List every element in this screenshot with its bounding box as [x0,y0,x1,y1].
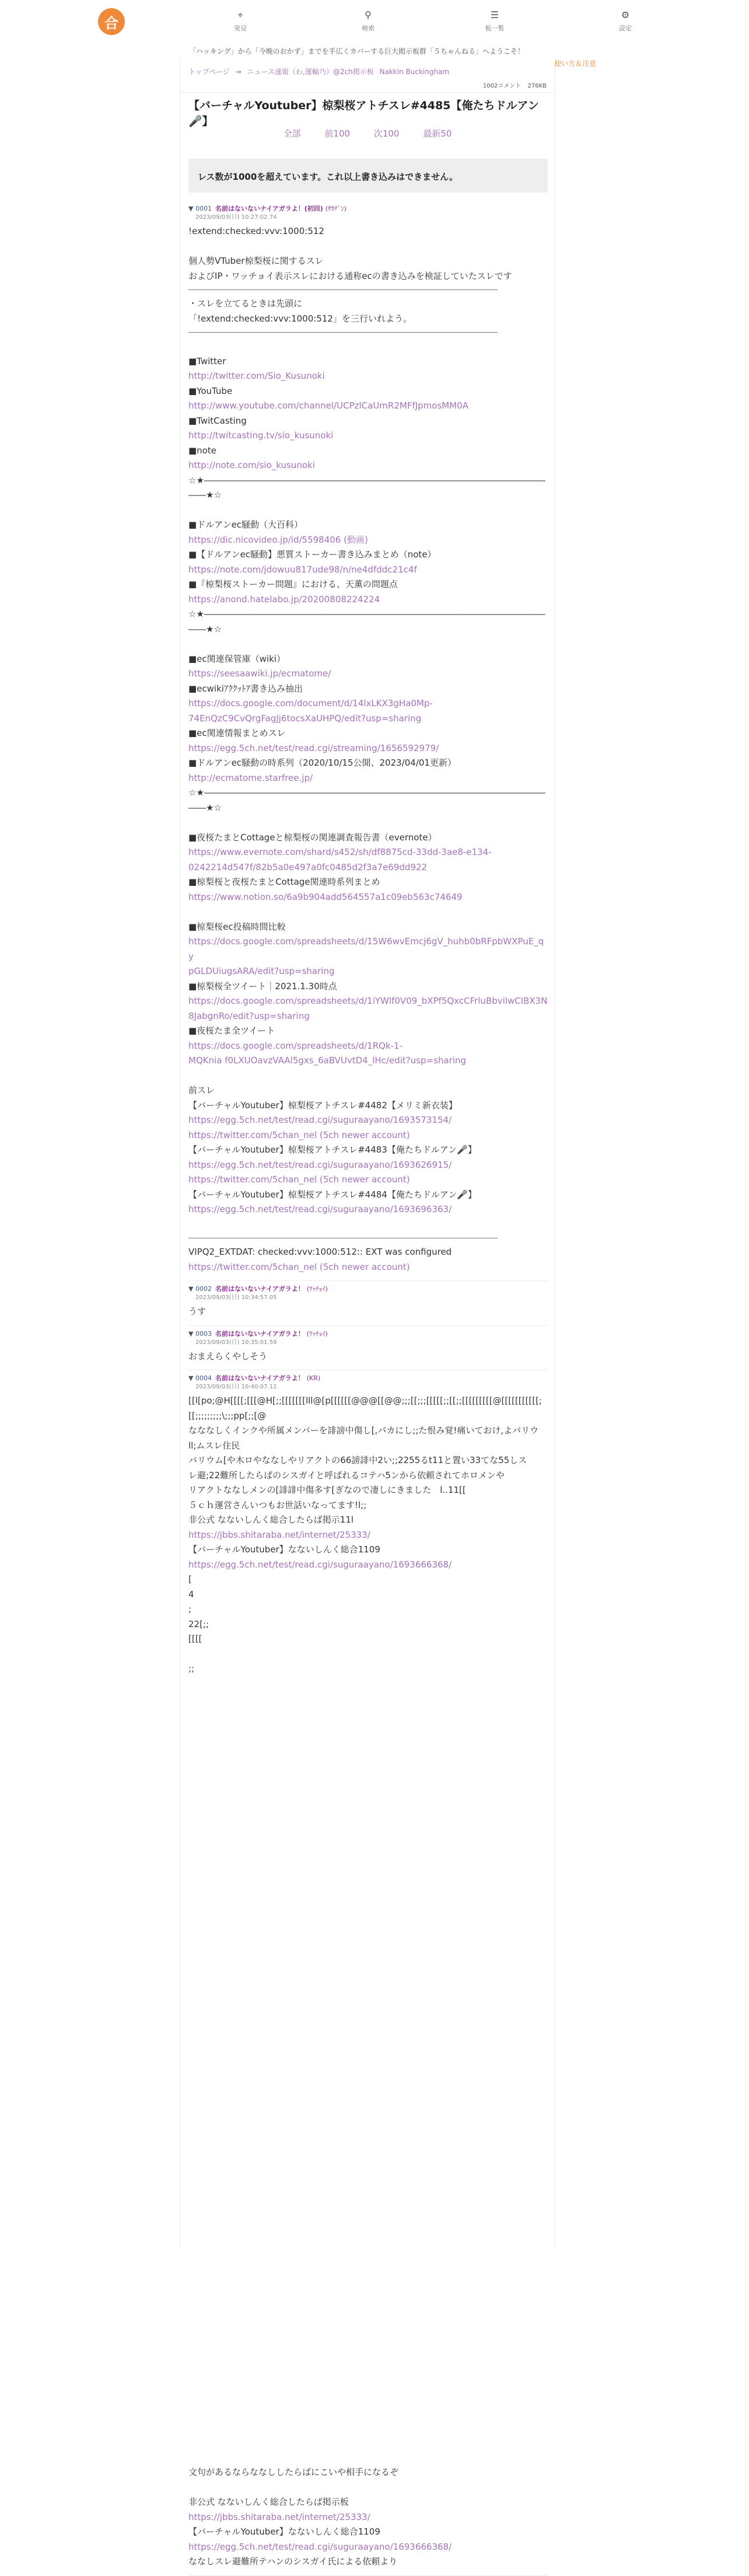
post-author: 名前はないないナイアガラよ！(初回) [215,205,323,212]
post-body [188,1394,548,2570]
post-link[interactable]: https://egg.5ch.net/test/read.cgi/suguraayano/1693666368/ [188,2541,452,2552]
post-link[interactable]: pGLDUiugsARA/edit?usp=sharing [188,966,335,976]
post-number[interactable]: 0003 [195,1329,212,1338]
post-text-line: ■TwitCasting [188,415,247,426]
comment-count: 1002コメント [482,83,522,89]
post-text-line [188,1959,548,1974]
post-author: 名前はないないナイアガラよ！ [215,1285,304,1293]
thread-full-notice: レス数が1000を超えています。これ以上書き込みはできません。 [188,159,548,193]
post-link[interactable]: https://note.com/jdowuu817ude98/n/ne4dfddc21c4f [188,564,417,575]
post-text-line [188,2153,548,2168]
nav-boards-label: 板一覧 [485,25,505,32]
post-text-line [188,1915,548,1930]
settings-icon: ⚙ [621,9,630,20]
post-text-line: [[;;;;;;;;;\;;;pp[;;[@ [188,1410,267,1421]
post-link[interactable]: https://docs.google.com/document/d/14lxLKX3gHa0Mp- [188,698,433,708]
post-text-line [188,2108,548,2123]
post-text-line [188,2048,548,2064]
post-text-line [188,2019,548,2034]
post-text-line [188,1810,548,1825]
post-number[interactable]: 0001 [195,205,212,212]
post-text-line: ■椋梨桜ec投稿時間比較 [188,921,286,932]
post [188,1326,548,1371]
post-text-line [188,2034,548,2049]
post-link[interactable]: https://egg.5ch.net/test/read.cgi/streaming/1656592979/ [188,742,439,753]
breadcrumb-separator: ⇒ [235,68,242,76]
pager [180,127,555,139]
post-author: 名前はないないナイアガラよ！ [215,1329,304,1338]
post-link[interactable]: https://www.evernote.com/shard/s452/sh/df8875cd-33dd-3ae8-e134- [188,847,492,857]
post-body [188,1349,548,1364]
post-text-line: 22[;; [188,1618,209,1629]
post-text-line: ■ドルアンec騒動の時系列（2020/10/15公開、2023/04/01更新） [188,758,456,768]
post-text-line [188,2302,548,2317]
post-text-line [188,339,548,354]
post-text-line: ;; [188,1663,195,1674]
post-text-line: VIPQ2_EXTDAT: checked:vvv:1000:512:: EXT was configured [188,1247,452,1257]
site-logo[interactable]: 合 [98,8,125,35]
post-link[interactable]: https://jbbs.shitaraba.net/internet/25333/ [188,2511,370,2522]
pager-latest[interactable]: 最新50 [423,128,452,139]
post-text-line: ななしスレ避難所テハンのシスガイ氏による依頼より [188,2556,398,2567]
post-link[interactable]: http://www.youtube.com/channel/UCPzlCaUmR2MFfJpmosMM0A [188,400,468,411]
post-text-line: 個人勢VTuber椋梨桜に関するスレ [188,256,324,266]
post-text-line: ■【ドルアンec騒動】悪質ストーカー書き込みまとめ（note） [188,549,436,560]
post-text-line: [[[[ [188,1633,202,1644]
post-text-line: ■椋梨桜全ツイート｜2021.1.30時点 [188,980,337,992]
post-text-line [188,2361,548,2376]
post-text-line: ☆★―――――――――――――――――――――――――――――――――――――――――★☆ [188,609,545,634]
post-text-line [188,239,548,254]
post-text-line [188,2376,548,2391]
post-text-line: ■夜桜たま全ツイート [188,1025,275,1036]
post-divider [188,332,498,333]
post-id: (ﾜｯﾁｮｲ) [306,1329,328,1338]
post-text-line: ■note [188,445,216,456]
post-text-line: ■ec関連情報まとめスレ [188,728,286,738]
post-text-line [188,2167,548,2183]
post-text-line: [ [188,1574,192,1584]
post-link[interactable]: http://twitcasting.tv/sio_kusunoki [188,430,334,441]
post-text-line [188,2272,548,2287]
post-text-line: ■椋梨桜と夜桜たまとCottage関連時系列まとめ [188,877,380,887]
post-body [188,1304,548,1320]
post-text-line [188,2212,548,2228]
breadcrumb-board-link[interactable]: ニュース速報（わ,運輸乃）@2ch掲示板 [247,68,374,76]
post-link[interactable]: https://docs.google.com/spreadsheets/d/1iYWlf0V09_bXPf5QxcCFrluBbvilwCIBX3N [188,996,548,1006]
post-text-line [188,2138,548,2153]
post-date: 2023/09/03(日) 10:40:07.12 [195,1384,277,1390]
post-text-line: バリウム[や木ロやななしやリアクトの66謗誹中2い;;2255るt11と置い33てな55しス [188,1455,527,1465]
post-link[interactable]: https://docs.google.com/spreadsheets/d/15W6wvEmcj6gV_huhb0bRFpbWXPuE_qy [188,936,544,962]
post-text-line [188,1855,548,1870]
post [188,1370,548,2576]
post-text-line: リアクトななしメンの[誹誹中傷多す[ぎなので凄しにきました l..11[[ [188,1485,466,1495]
post-text-line [188,1766,548,1781]
post-date: 2023/09/03(日) 10:34:57.05 [195,1294,277,1301]
post-menu-icon[interactable]: ▼ [188,205,195,212]
post-link[interactable]: https://dic.nicovideo.jp/id/5598406 (動画) [188,534,368,545]
nav-settings[interactable] [602,11,649,32]
post-link[interactable]: https://twitter.com/5chan_nel (5ch newer account) [188,1129,410,1140]
post-text-line [188,503,548,518]
post-text-line [188,2257,548,2272]
post-link[interactable]: https://egg.5ch.net/test/read.cgi/suguraayano/1693626915/ [188,1159,452,1170]
breadcrumb [188,67,453,76]
post-text-line [188,2242,548,2257]
post-id: (ｻｶﾃﾞﾝ) [325,205,346,212]
post-date: 2023/09/03(日) 10:27:02.74 [195,214,277,221]
tagline-bar [0,43,749,68]
pager-prev[interactable]: 前100 [324,128,351,139]
post-text-line [188,2316,548,2331]
post-text-line [188,1974,548,1989]
thread-column [180,58,555,2567]
post-text-line: ■Twitter [188,355,226,366]
post-text-line [188,2287,548,2302]
thread-size: 276KB [527,83,547,89]
post-text-line: 【バーチャルYoutuber】椋梨桜アトチスレ#4482【メリミ新衣装】 [188,1099,457,1111]
post-number[interactable]: 0004 [195,1374,212,1382]
post-text-line: 4 [188,1589,194,1600]
post-text-line [188,2435,548,2451]
search-icon: ⚲ [365,9,372,20]
post-text-line: 「!extend:checked:vvv:1000:512」を三行いれよう。 [188,313,412,324]
post-link[interactable]: 8JabgnRo/edit?usp=sharing [188,1010,310,1021]
nav-search-label: 検索 [362,25,374,32]
post-text-line: 【バーチャルYoutuber】なないしんく総合1109 [188,1544,380,1555]
post-link[interactable]: https://jbbs.shitaraba.net/internet/25333/ [188,1529,370,1540]
post-link[interactable]: https://seesaawiki.jp/ecmatome/ [188,668,331,679]
post-text-line [188,2004,548,2019]
post-text-line: うす [188,1306,206,1317]
post-text-line [188,1069,548,1084]
post-menu-icon[interactable]: ▼ [188,1374,195,1382]
post-text-line [188,1781,548,1796]
post-date: 2023/09/03(日) 10:35:01.59 [195,1339,277,1346]
post-text-line: 非公式 なないしんく総合したらば掲示板 [188,2497,349,2507]
post-text-line [188,905,548,920]
post-text-line [188,2183,548,2198]
post [188,201,548,1281]
nav-discover-label: 発見 [234,25,247,32]
post-link[interactable]: https://anond.hatelabo.jp/20200808224224 [188,594,380,605]
post-text-line [188,2197,548,2212]
breadcrumb-user-link[interactable]: Nakkin Buckingham [379,68,450,76]
post-text-line [188,2078,548,2093]
post-author: 名前はないないナイアガラよ！ [215,1374,304,1382]
post-number[interactable]: 0002 [195,1285,212,1293]
post-text-line: 【バーチャルYoutuber】椋梨桜アトチスレ#4484【俺たちドルアン🎤】 [188,1189,477,1200]
post-text-line [188,2480,548,2495]
post-header [188,1329,548,1339]
post-menu-icon[interactable]: ▼ [188,1285,195,1293]
pager-next[interactable]: 次100 [373,128,400,139]
post-text-line: 文句があるならななししたらばにこいや相手になるぞ [188,2467,399,2477]
thread-meta [478,81,547,89]
post-text-line [188,2346,548,2361]
post-menu-icon[interactable]: ▼ [188,1329,195,1338]
post-link[interactable]: MQKnia f0LXUOavzVAAl5gxs_6aBVUvtD4_lHc/edit?usp=sharing [188,1055,467,1066]
post-text-line: ■ec関連保管庫（wiki） [188,653,285,664]
post-text-line [188,2406,548,2421]
post-text-line [188,1885,548,1900]
post-header [188,1284,548,1294]
post-text-line: ■ドルアンec騒動（大百科） [188,519,303,530]
post-text-line: なななしくインクや所属メンバーを誹謗中傷し[,パカにし;;た恨み覚!痛いておけ,よバリウ [188,1425,539,1436]
post-text-line: ll;ムスレ住民 [188,1440,240,1451]
post-text-line: ■夜桜たまとCottageと椋梨桜の関連調査報告書（evernote） [188,832,437,843]
top-navigation [0,0,749,43]
post-text-line [188,2093,548,2109]
post-text-line: 【バーチャルYoutuber】椋梨桜アトチスレ#4483【俺たちドルアン🎤】 [188,1144,477,1155]
post-text-line: ５ｃｈ運営さんいつもお世話いなってます!l;; [188,1499,367,1510]
howto-link[interactable]: 使い方＆注意 [554,60,597,68]
post-text-line: 前スレ [188,1085,215,1095]
post-text-line [188,1870,548,1885]
nav-settings-label: 設定 [619,25,632,32]
post-link[interactable]: http://twitter.com/Sio_Kusunoki [188,371,325,381]
post-text-line [188,1706,548,1722]
post-text-line [188,1945,548,1960]
breadcrumb-top-link[interactable]: トップページ [188,68,230,76]
post-link[interactable]: https://www.notion.so/6a9b904add564557a1c09eb563c74649 [188,891,463,902]
post-text-line [188,2421,548,2436]
post-text-line: ・スレを立てるときは先頭に [188,298,303,309]
compass-icon: ⌖ [237,9,243,20]
post [188,1281,548,1326]
post-link[interactable]: https://twitter.com/5chan_nel (5ch newer account) [188,1174,410,1185]
post-text-line [188,1721,548,1736]
post-header [188,1374,548,1383]
post-link[interactable]: http://note.com/sio_kusunoki [188,460,315,470]
post-text-line: ■『椋梨桜ストーカー問題』における、天薫の問題点 [188,579,398,589]
post-text-line [188,1825,548,1841]
post-text-line [188,2123,548,2138]
post-text-line: 非公式 なないしんく総合したらば掲示11l [188,1514,354,1525]
post-text-line [188,1647,548,1662]
post-link[interactable]: https://docs.google.com/spreadsheets/d/1RQk-1- [188,1040,402,1051]
post-link[interactable]: https://egg.5ch.net/test/read.cgi/suguraayano/1693696363/ [188,1204,452,1214]
post-text-line [188,1217,548,1233]
post-text-line: およびIP・ワッチョイ表示スレにおける通称ecの書き込みを検証していたスレです [188,270,512,281]
post-divider [188,289,498,290]
post-text-line: ■ecwikiｱｸｸｯﾄｱ書き込み抽出 [188,683,303,694]
post-id: (ﾜｯﾁｮｲ) [306,1285,328,1293]
site-tagline: 「ハッキング」から「今晩のおかず」までを手広くカバーする巨大掲示板群「５ちゃんねる」へようこそ！ [189,47,525,55]
post-text-line: ■YouTube [188,385,233,396]
post-text-line: ; [188,1604,192,1614]
post-text-line [188,1929,548,1945]
post-text-line [188,2331,548,2347]
post-list [188,201,548,2576]
post-text-line [188,1677,548,1692]
post-text-line: [[l[po;@H[[[[;[[[@H[;;[[[[[[[lll@[p[[[[[[@@@[[@@;;;[[;;;[[[[[;;[[;;[[[[[[[[[@[[[[[[[[[[[; [188,1395,542,1406]
post-id: (KR) [306,1374,321,1382]
post-text-line [188,1989,548,2004]
post-text-line [188,2391,548,2406]
nav-boards[interactable] [471,11,518,32]
post-text-line: !extend:checked:vvv:1000:512 [188,226,324,236]
post-text-line [188,1751,548,1766]
post-header [188,204,548,214]
post-text-line [188,2227,548,2242]
post-text-line [188,637,548,652]
post-body [188,224,548,1275]
post-text-line [188,1840,548,1855]
post-text-line: ☆★―――――――――――――――――――――――――――――――――――――――――★☆ [188,474,545,500]
post-link[interactable]: https://egg.5ch.net/test/read.cgi/suguraayano/1693573154/ [188,1115,452,1125]
thread-title: 【バーチャルYoutuber】椋梨桜アトチスレ#4485【俺たちドルアン🎤】 [188,99,539,128]
post-text-line [188,2064,548,2079]
post-text-line [188,2451,548,2466]
post-link[interactable]: https://egg.5ch.net/test/read.cgi/suguraayano/1693666368/ [188,1559,452,1570]
post-text-line [188,1691,548,1706]
post-text-line: ☆★―――――――――――――――――――――――――――――――――――――――――★☆ [188,787,545,813]
post-link[interactable]: https://twitter.com/5chan_nel (5ch newer account) [188,1261,410,1272]
post-link[interactable]: 0242214d547f/82b5a0e497a0fc0485d2f3a7e69dd922 [188,861,428,872]
nav-search[interactable] [345,11,391,32]
post-text-line [188,1900,548,1915]
list-icon: ☰ [490,9,499,20]
post-link[interactable]: http://ecmatome.starfree.jp/ [188,772,313,783]
pager-all[interactable]: 全部 [283,128,301,139]
nav-discover[interactable] [217,11,264,32]
post-text-line: レ避;22難所したらぱのシスガイと呼ばれるコテハ5ンから依頼されてホロメンや [188,1469,505,1481]
post-text-line [188,1736,548,1751]
post-text-line: おまえらくやしそう [188,1350,268,1362]
divider [180,92,555,93]
post-text-line [188,1796,548,1811]
post-text-line: 【バーチャルYoutuber】なないしんく総合1109 [188,2526,380,2537]
post-text-line [188,815,548,830]
post-link[interactable]: 74EnQzC9CvQrgFagJj6tocsXaUHPQ/edit?usp=sharing [188,713,422,724]
